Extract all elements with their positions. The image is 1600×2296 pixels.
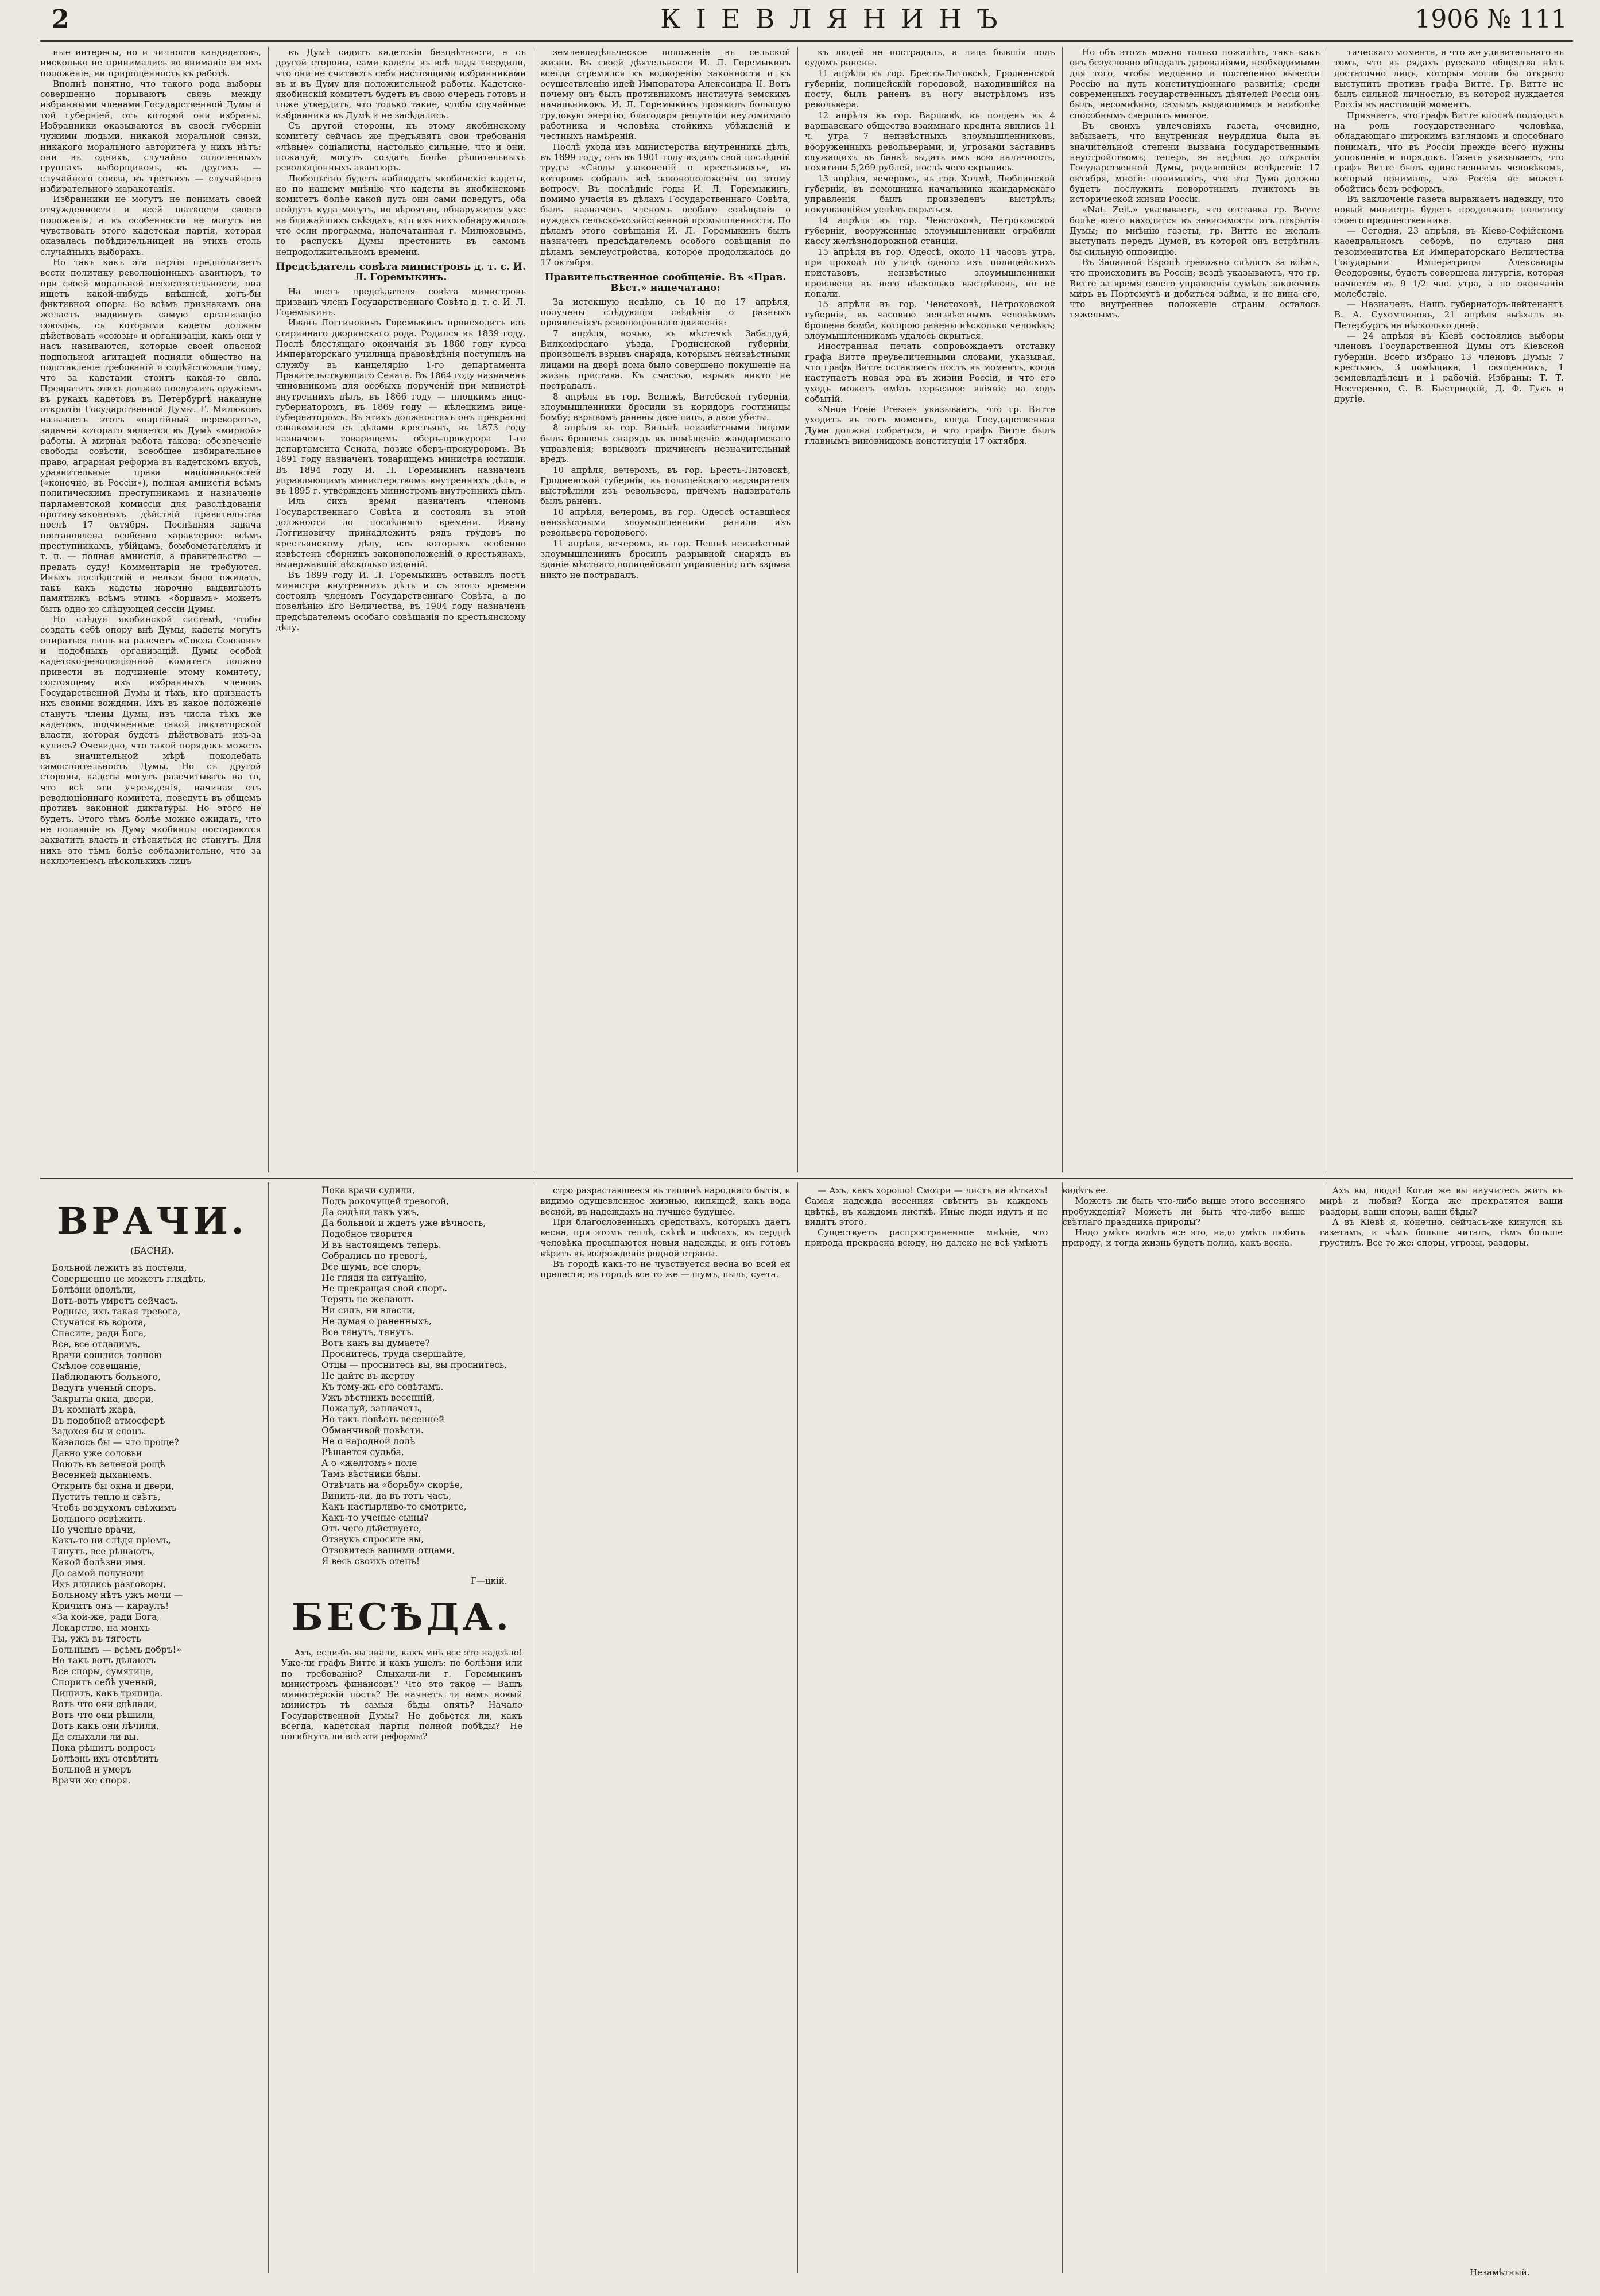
article-paragraph: 13 апрѣля, вечеромъ, въ гор. Холмѣ, Люблинской губерніи, въ помощника начальника жандармскаго управленія былъ произведенъ выстрѣлъ; покушавшійся успѣлъ скрыться.	[805, 173, 1055, 215]
article-paragraph: 15 апрѣля въ гор. Ченстоховѣ, Петроковской губерніи, въ часовню неизвѣстнымъ человѣкомъ брошена бомба, которою ранены нѣсколько человѣкъ; злоумышленникамъ удалось скрыться.	[805, 299, 1055, 342]
article-paragraph: Въ 1899 году И. Л. Горемыкинъ оставилъ постъ министра внутреннихъ дѣлъ и съ этого времени состоялъ членомъ Государственнаго Совѣта, а по повелѣнію Его Величества, въ 1904 году назначенъ предсѣдателемъ особаго совѣщанія по крестьянскому дѣлу.	[276, 569, 526, 633]
article-paragraph: За истекшую недѣлю, съ 10 по 17 апрѣля, получены слѣдующія свѣдѣнія о разныхъ проявленіяхъ революціоннаго движенія:	[540, 296, 791, 328]
feuilleton-paragraph: стро разраставшееся въ тишинѣ народнаго бытія, и видимо одушевленное жизнью, кипящей, какъ вода весной, въ надеждахъ на лучшее будущее.	[540, 1185, 791, 1217]
feuilleton-paragraph: Можетъ ли быть что-либо выше этого весенняго пробужденія? Можетъ ли быть что-либо выше свѣтлаго праздника природы?	[1062, 1196, 1305, 1227]
poem-subtitle: (БАСНЯ).	[130, 1246, 174, 1256]
essay-paragraph: Ахъ, если-бъ вы знали, какъ мнѣ все это надоѣло! Уже-ли графъ Витте и какъ ушелъ: по болѣзни или по требованію? Слыхали-ли г. Горемыкинъ министромъ финансовъ? Что это такое — Вашъ министерскій постъ? Не начнетъ ли намъ новый министръ тѣ самыя бѣды опять? Начало Государственной Думы? Не добьется ли, какъ всегда, кадетская партія полной побѣды? Не погибнутъ ли всѣ эти реформы?	[281, 1647, 522, 1742]
article-paragraph: Иностранная печать сопровождаетъ отставку графа Витте преувеличенными словами, указывая, что графъ Витте оставляетъ постъ въ моментъ, когда наступаетъ новая эра въ жизни Россіи, и что его уходъ можетъ имѣть серьезное вліяніе на ходъ событій.	[805, 341, 1055, 404]
poem-line: Ужъ вѣстникъ весенній,	[321, 1393, 435, 1403]
poem-line: Все, все отдадимъ,	[52, 1339, 141, 1349]
article-paragraph: Иль сихъ время назначенъ членомъ Государственнаго Совѣта и состоялъ въ этой должности до послѣдняго времени. Ивану Логгиновичу принадлежитъ рядъ трудовъ по крестьянскому дѣлу, изъ которыхъ особенно извѣстенъ сборникъ законоположеній о крестьянахъ, выдержавшій нѣсколько изданій.	[276, 496, 526, 570]
poem-line: Больной лежитъ въ постели,	[52, 1263, 187, 1273]
poem-line: Какъ настырливо-то смотрите,	[321, 1502, 467, 1512]
poem-line: Тамъ вѣстники бѣды.	[321, 1469, 421, 1479]
poem-line: Вотъ какъ они лѣчили,	[52, 1721, 160, 1731]
poem-line: Больного освѣжить.	[52, 1514, 146, 1524]
article-paragraph: Избранники не могутъ не понимать своей отчужденности и всей шаткости своего положенія, а въ особенности не могутъ не чувствовать этого кадетская партія, которая оказалась побѣдительницей на этихъ столь случайныхъ выборахъ.	[40, 194, 261, 257]
article-paragraph: землевладѣльческое положеніе въ сельской жизни. Въ своей дѣятельности И. Л. Горемыкинъ всегда стремился къ водворенію законности и къ осуществленію идей Императора Александра II. Вотъ почему онъ былъ противникомъ института земскихъ начальниковъ. И. Л. Горемыкинъ проявилъ большую трудовую энергію, благодаря репутаціи неутомимаго работника и человѣка стойкихъ убѣжденій и честныхъ намѣреній.	[540, 47, 791, 142]
poem-line: Къ тому-жъ его совѣтамъ.	[321, 1382, 444, 1392]
poem-line: Вотъ что они рѣшили,	[52, 1710, 156, 1720]
poem-line: Врачи сошлись толпою	[52, 1350, 162, 1360]
poem-line: Обманчивой повѣсти.	[321, 1425, 424, 1436]
feuilleton-paragraph: А въ Кіевѣ я, конечно, сейчасъ-же кинулся къ газетамъ, и чѣмъ больше читалъ, тѣмъ больше грустилъ. Все то же: споры, угрозы, раздоры.	[1319, 1216, 1563, 1248]
poem-line: Ты, ужъ въ тягость	[52, 1634, 141, 1644]
poem-line: Казалось бы — что проще?	[52, 1437, 179, 1448]
article-paragraph: «Neue Freie Presse» указываетъ, что гр. Витте уходитъ въ тотъ моментъ, когда Государственная Дума должна собраться, и что графъ Витте былъ главнымъ виновникомъ конституціи 17 октября.	[805, 404, 1055, 446]
feuilleton-paragraph: Надо умѣть видѣть все это, надо умѣть любить природу, и тогда жизнь будетъ полна, какъ весна.	[1062, 1227, 1305, 1248]
poem-line: Ни силъ, ни власти,	[321, 1305, 416, 1316]
article-column	[40, 47, 261, 1172]
poem-line: Весенней дыханіемъ.	[52, 1470, 152, 1480]
poem-line: Отцы — проснитесь вы, вы проснитесь,	[321, 1360, 507, 1370]
poem-line: Пожалуй, заплачетъ,	[321, 1403, 423, 1414]
feuilleton-column	[540, 1185, 791, 2276]
poem-line: Все шумъ, все споръ,	[321, 1262, 422, 1272]
poem-line: Болѣзни одолѣли,	[52, 1285, 136, 1295]
poem-line: Терять не желаютъ	[321, 1294, 414, 1305]
poem-line: Проснитесь, труда свершайте,	[321, 1349, 466, 1359]
feuilleton-paragraph: Въ городѣ какъ-то не чувствуется весна во всей ея прелести; въ городѣ все то же — шумъ, пыль, суета.	[540, 1259, 791, 1280]
article-paragraph: Съ другой стороны, къ этому якобинскому комитету сейчасъ же предъявятъ свои требованія «лѣвые» соціалисты, настолько сильные, что и они, пожалуй, могутъ создать болѣе рѣшительныхъ революціонныхъ авантюръ.	[276, 121, 526, 173]
poem-line: Больнымъ — всѣмъ добръ!»	[52, 1645, 182, 1655]
poem-line: Да сидѣли такъ ужъ,	[321, 1207, 420, 1217]
poem-line: Но ученые врачи,	[52, 1525, 136, 1535]
article-paragraph: въ Думѣ сидятъ кадетскія безцвѣтности, а съ другой стороны, сами кадеты въ всѣ лады твердили, что они не считаютъ себя настоящими избранниками въ и въ Думу для положительной работы. Кадетско-якобинскій комитетъ будетъ въ свою очередь готовъ и тоже утвердить, что только такие, чтобы случайные избранники въ Думѣ и не засѣдались.	[276, 47, 526, 121]
poem-line: Отзвукъ спросите вы,	[321, 1534, 424, 1545]
poem-line: Вотъ какъ вы думаете?	[321, 1338, 430, 1348]
poem-line: Спасите, ради Бога,	[52, 1328, 147, 1339]
issue-number: 1906 № 111	[1415, 5, 1567, 34]
poem-line: Винить-ли, да въ тотъ часъ,	[321, 1491, 452, 1501]
section-title: Предсѣдатель совѣта министровъ д. т. с. И. Л. Горемыкинъ.	[276, 261, 526, 284]
article-paragraph: 11 апрѣля, вечеромъ, въ гор. Пешнѣ неизвѣстный злоумышленникъ бросилъ разрывной снарядъ въ зданіе мѣстнаго полицейскаго управленія; отъ взрыва никто не пострадалъ.	[540, 538, 791, 580]
column-rule	[797, 47, 798, 1172]
poem-line: Но такъ вотъ дѣлаютъ	[52, 1655, 156, 1666]
poem-line: Стучатся въ ворота,	[52, 1317, 146, 1328]
poem-line: Поютъ въ зеленой рощѣ	[52, 1459, 165, 1469]
article-column	[540, 47, 791, 1172]
newspaper-title: КІЕВЛЯНИНЪ	[660, 3, 1013, 34]
poem-line: Собрались по тревогѣ,	[321, 1251, 428, 1261]
poem-line: Совершенно не можетъ глядѣть,	[52, 1274, 206, 1284]
poem-line: Закрыты окна, двери,	[52, 1394, 154, 1404]
poem-line: Въ подобной атмосферѣ	[52, 1415, 165, 1426]
poem-text	[52, 1263, 264, 2273]
poem-line: Ведутъ ученый споръ.	[52, 1383, 157, 1393]
article-paragraph: Въ своихъ увлеченіяхъ газета, очевидно, забываетъ, что внутренняя неурядица была въ значительной степени вызвана государственнымъ неустройствомъ; теперь, за недѣлю до открытія Государственной Думы, родившейся вслѣдствіе 17 октября, многіе понимаютъ, что эта Дума должна будетъ послужить поворотнымъ пунктомъ въ исторической жизни Россіи.	[1070, 121, 1320, 205]
poem-line: Вотъ что они сдѣлали,	[52, 1699, 157, 1709]
article-paragraph: тическаго момента, и что же удивительнаго въ томъ, что въ рядахъ русскаго общества нѣтъ достаточно лицъ, которыя могли бы открыто выступить противъ графа Витте. Гр. Витте не былъ сильной личностью, въ которой нуждается Россія въ настоящій моментъ.	[1334, 47, 1564, 110]
poem-line: И въ настоящемъ теперь.	[321, 1240, 441, 1250]
poem-line: Пищитъ, какъ тряпица.	[52, 1688, 163, 1698]
article-column	[1070, 47, 1320, 1172]
poem-line: Открыть бы окна и двери,	[52, 1481, 175, 1491]
poem-line: А о «желтомъ» поле	[321, 1458, 417, 1468]
article-paragraph: Но такъ какъ эта партія предполагаетъ вести политику революціонныхъ авантюръ, то при своей моральной несостоятельности, она ищетъ какой-нибудь внѣшней, хотъ-бы фиктивной опоры. Во всѣмъ признакамъ она желаетъ выдвинуть самую организацію союзовъ, съ которыми кадеты должны дѣйствовать «союзы» и организаціи, какъ они у насъ называются, которые своей опасной подпольной агитаціей подняли общество на подставленіе требованій и содѣйствовали тому, что за кадетами стоитъ какая-то сила. Превратить этихъ должно послужить оружіемъ въ рукахъ кадетовъ въ Петербургѣ накануне открытія Государственной Думы. Г. Милюковъ называетъ этотъ «партійный переворотъ», задачей котораго является въ Думѣ «мирной» работы. А мирная работа такова: обезпеченіе свободы совѣсти, всеобщее избирательное право, аграрная реформа въ кадетскомъ вкусѣ, уравнительные права національностей («конечно, въ Россіи»), полная амнистія всѣмъ политическимъ преступникамъ и назначеніе парламентской комиссіи для разслѣдованія противузаконныхъ дѣйствій правительства послѣ 17 октября. Послѣдняя задача постановлена особенно характерно: всѣмъ преступникамъ, убійцамъ, бомбометателямъ и т. п. — полная амнистія, а правительство — предать суду! Комментаріи не требуются. Иныхъ послѣдствій и нельзя было ожидать, такъ какъ кадеты нарочно выдвигаютъ памятникъ всѣмъ этимъ «борцамъ» можетъ быть одно ко слѣдующей сессіи Думы.	[40, 257, 261, 614]
poem-line: Врачи же споря.	[52, 1775, 131, 1786]
article-paragraph: 14 апрѣля въ гор. Ченстоховѣ, Петроковской губерніи, вооруженные злоумышленники ограбили кассу желѣзнодорожной станціи.	[805, 215, 1055, 247]
article-paragraph: Но слѣдуя якобинской системѣ, чтобы создать себѣ опору внѣ Думы, кадеты могутъ опираться лишь на разсчетъ «Союза Союзовъ» и подобныхъ организацій. Думы особой кадетско-революціонной комитетъ должно привести въ подчиненіе этому комитету, состоящему изъ избранныхъ членовъ Государственной Думы и тѣхъ, кто признаетъ ихъ своими вождями. Ихъ въ какое положеніе станутъ члены Думы, изъ числа тѣхъ же кадетовъ, подчиненные такой диктаторской власти, которая будетъ дѣйствовать изъ-за кулисъ? Очевидно, что такой порядокъ можетъ въ значительной мѣрѣ поколебать самостоятельность Думы. Но съ другой стороны, кадеты могутъ разсчитывать на то, что всѣ эти учрежденія, начиная отъ революціоннаго комитета, поведутъ въ общемъ противъ законной диктатуры. Но этого не будетъ. Этого тѣмъ болѣе можно ожидать, что не попавшіе въ Думу якобинцы постараются захватить власть и стѣсняться не станутъ. Для нихъ это тѣмъ болѣе соблазнительно, что за исключеніемъ нѣсколькихъ лицъ	[40, 614, 261, 866]
poem-line: Все споры, сумятица,	[52, 1666, 154, 1677]
article-paragraph: Вполнѣ понятно, что такого рода выборы совершенно порываютъ связь между избранными членами Государственной Думы и той губерніей, отъ которой они избраны. Избранники оказываются въ своей губерніи чужими людьми, никакой моральной связи, никакого морального авторитета у нихъ нѣтъ: они въ однихъ, случайно сплоченныхъ группахъ выборщиковъ, въ другихъ — случайного союза, въ третьихъ — случайного избирательного маракотанія.	[40, 78, 261, 194]
feuilleton-paragraph: При благословенныхъ средствахъ, которыхъ даетъ весна, при этомъ теплѣ, свѣтѣ и цвѣтахъ, въ сердцѣ человѣка просыпаются новыя надежды, и онъ готовъ вѣрить въ возрожденіе родной страны.	[540, 1216, 791, 1259]
article-paragraph: Послѣ ухода изъ министерства внутреннихъ дѣлъ, въ 1899 году, онъ въ 1901 году издалъ свой послѣдній трудъ: «Своды узаконеній о крестьянахъ», въ которомъ собралъ всѣ законоположенія по этому вопросу. Въ послѣдніе годы И. Л. Горемыкинъ, помимо участія въ дѣлахъ Государственнаго Совѣта, былъ назначенъ членомъ особаго совѣщанія о нуждахъ сельско-хозяйственной промышленности. По дѣламъ этого совѣщанія И. Л. Горемыкинъ былъ назначенъ предсѣдателемъ особого совѣщанія по дѣламъ землеустройства, которое продолжалось до 17 октября.	[540, 141, 791, 267]
article-paragraph: 10 апрѣля, вечеромъ, въ гор. Брестъ-Литовскѣ, Гродненской губерніи, въ полицейскаго надзирателя выстрѣлили изъ револьвера, причемъ надзиратель былъ раненъ.	[540, 464, 791, 507]
poem-line: Пока рѣшитъ вопросъ	[52, 1743, 156, 1753]
poem-line: Отвѣчать на «борьбу» скорѣе,	[321, 1480, 463, 1490]
poem-line: Не о народной долѣ	[321, 1436, 416, 1446]
poem-line: «За кой-же, ради Бога,	[52, 1612, 160, 1622]
poem-line: Пустить тепло и свѣтъ,	[52, 1492, 161, 1502]
poem-line: Давно уже соловьи	[52, 1448, 142, 1459]
poem-line: Отъ чего дѣйствуете,	[321, 1523, 422, 1534]
poem-line: Наблюдаютъ больного,	[52, 1372, 161, 1382]
poem-line: Споритъ себѣ ученый,	[52, 1677, 157, 1688]
poem-line: Чтобъ воздухомъ свѣжимъ	[52, 1503, 177, 1513]
poem-line: Смѣлое совещаніе,	[52, 1361, 141, 1371]
article-paragraph: Иванъ Логгиновичъ Горемыкинъ происходитъ изъ стариннаго дворянскаго рода. Родился въ 1839 году. Послѣ блестящаго окончанія въ 1860 году курса Императорскаго училища правовѣдѣнія поступилъ на службу въ канцелярію 1-го департамента Правительствующаго Сената. Въ 1864 году назначенъ чиновникомъ для особыхъ порученій при министрѣ внутреннихъ дѣлъ, въ 1866 году — плоцкимъ вице-губернаторомъ, въ 1869 году — кѣлецкимъ вице-губернаторомъ. Въ этихъ должностяхъ онъ прекрасно ознакомился съ дѣлами крестьянъ, въ 1873 году назначенъ товарищемъ оберъ-прокурора 1-го департамента Сената, позже оберъ-прокуроромъ. Въ 1891 году назначенъ товарищемъ министра юстиціи. Въ 1894 году И. Л. Горемыкинъ назначенъ управляющимъ министерствомъ внутреннихъ дѣлъ, а въ 1895 г. утвержденъ министромъ внутреннихъ дѣлъ.	[276, 317, 526, 497]
feuilleton-paragraph: — Ахъ, какъ хорошо! Смотри — листъ на вѣткахъ! Самая надежда весенняя свѣтитъ въ каждомъ цвѣткѣ, въ каждомъ листкѣ. Иные люди идутъ и не видятъ этого.	[805, 1185, 1048, 1227]
poem-line: Въ комнатѣ жара,	[52, 1405, 137, 1415]
feuilleton-paragraph: Ахъ вы, люди! Когда же вы научитесь жить въ мирѣ и любви? Когда же прекратятся ваши раздоры, ваши споры, ваши бѣды?	[1319, 1185, 1563, 1217]
news-item: — Сегодня, 23 апрѣля, въ Кіево-Софійскомъ каѳедральномъ соборѣ, по случаю дня тезоименитства Ея Императорскаго Величества Государыни Императрицы Александры Ѳеодоровны, будетъ совершена литургія, которая начнется въ 9 1/2 час. утра, а по окончаніи молебствіе.	[1334, 226, 1564, 299]
article-paragraph: 8 апрѣля въ гор. Вильнѣ неизвѣстными лицами былъ брошенъ снарядъ въ помѣщеніе жандармскаго управленія; взрывомъ причиненъ незначительный вредъ.	[540, 422, 791, 465]
poem-line: Да слыхали ли вы.	[52, 1732, 139, 1742]
article-paragraph: Но объ этомъ можно только пожалѣть, такъ какъ онъ безусловно обладалъ дарованіями, необходимыми для того, чтобы медленно и постепенно вывести Россію на путь конституціоннаго развитія; среди современныхъ государственныхъ дѣятелей Россіи онъ былъ, несомнѣнно, самымъ выдающимся и наиболѣе способнымъ свершить многое.	[1070, 47, 1320, 121]
article-column	[805, 47, 1055, 1172]
poem-line: Тянутъ, все рѣшаютъ,	[52, 1546, 155, 1557]
news-item: — 24 апрѣля въ Кіевѣ состоялись выборы членовъ Государственной Думы отъ Кіевской губерніи. Всего избрано 13 членовъ Думы: 7 крестьянъ, 3 помѣщика, 1 священникъ, 1 землевладѣлецъ и 1 рабочій. Избраны: Т. Т. Нестеренко, С. В. Быстрицкій, Д. Ф. Гукъ и другіе.	[1334, 331, 1564, 404]
column-rule	[268, 47, 269, 1172]
column-rule	[797, 1182, 798, 2273]
article-paragraph: 7 апрѣля, ночью, въ мѣстечкѣ Забалдуй, Вилкомірскаго уѣзда, Гродненской губерніи, произошелъ взрывъ снаряда, которымъ неизвѣстными лицами на дворѣ дома было совершено покушеніе на жизнь пристава. Къ счастью, взрывъ никто не пострадалъ.	[540, 328, 791, 391]
poem-title: ВРАЧИ.	[57, 1200, 247, 1243]
poem-line: Родные, ихъ такая тревога,	[52, 1306, 181, 1317]
section-title: Правительственное сообщеніе. Въ «Прав. Вѣст.» напечатано:	[544, 272, 787, 294]
article-paragraph: Любопытно будетъ наблюдать якобинскіе кадеты, но по нашему мнѣнію что кадеты въ якобинскомъ комитетъ болѣе какой путь они сами поведутъ, оба пойдутъ куда могутъ, но вѣроятно, обнаружится уже на ближайшихъ съѣздахъ, кто изъ нихъ обнаружилось что если программа, напечатанная г. Милюковымъ, то распускъ Думы престонить въ самомъ непродолжительномъ времени.	[276, 173, 526, 257]
article-paragraph: Въ заключеніе газета выражаетъ надежду, что новый министръ будетъ продолжать политику своего предшественника.	[1334, 194, 1564, 226]
poem-line: Не дайте въ жертву	[321, 1371, 415, 1381]
poem-line: Подъ рокочущей тревогой,	[321, 1196, 450, 1207]
poem-line: Я весь своихъ отецъ!	[321, 1556, 420, 1566]
article-paragraph: ные интересы, но и личности кандидатовъ, нисколько не принимались во вниманіе ни ихъ положеніе, ни прирощенность къ работѣ.	[40, 47, 261, 79]
article-paragraph: 12 апрѣля въ гор. Варшавѣ, въ полдень въ 4 варшавскаго общества взаимнаго кредита явились 11 ч. утра 7 неизвѣстныхъ злоумышленниковъ, вооруженныхъ револьверами, и, угрозами заставивъ служащихъ въ банкѣ выдать имъ всю наличность, похитили 5,269 рублей, послѣ чего скрылись.	[805, 110, 1055, 173]
poem-line: Да больной и ждетъ уже вѣчность,	[321, 1218, 486, 1228]
feuilleton-paragraph: Существуетъ распространенное мнѣніе, что природа прекрасна всюду, но далеко не всѣ умѣютъ видѣть ее.	[805, 1185, 1109, 1248]
poem-line: Лекарство, на моихъ	[52, 1623, 150, 1633]
poem-line: Не думая о раненныхъ,	[321, 1316, 432, 1327]
article-paragraph: Въ Западной Европѣ тревожно слѣдятъ за всѣмъ, что происходитъ въ Россіи; вездѣ указываютъ, что гр. Витте за время своего управленія сумѣлъ заключить миръ въ Портсмутѣ и добиться займа, и не вина его, что внутреннее положеніе страны осталось тяжелымъ.	[1070, 257, 1320, 320]
news-item: — Назначенъ. Нашъ губернаторъ-лейтенантъ В. А. Сухомлиновъ, 21 апрѣля выѣхалъ въ Петербургъ на нѣсколько дней.	[1334, 299, 1564, 331]
article-paragraph: 11 апрѣля въ гор. Брестъ-Литовскѣ, Гродненской губерніи, полицейскій городовой, находившійся на посту, былъ раненъ въ ногу выстрѣломъ изъ револьвера.	[805, 68, 1055, 110]
poem-line: Но такъ повѣсть весенней	[321, 1414, 445, 1425]
poem-line: До самой полуночи	[52, 1568, 144, 1578]
feuilleton-signature: Незамѣтный.	[1470, 2267, 1530, 2278]
poem-line: Пока врачи судили,	[321, 1185, 415, 1196]
poem-line: Подобное творится	[321, 1229, 413, 1239]
feuilleton-separator	[40, 1178, 1573, 1179]
poem-line: Какъ-то ни слѣдя пріемъ,	[52, 1535, 171, 1546]
essay-text	[281, 1647, 522, 2273]
poem-line: Больной и умеръ	[52, 1764, 132, 1775]
poem-signature: Г—цкій.	[471, 1576, 507, 1586]
poem-line: Вотъ-вотъ умретъ сейчасъ.	[52, 1296, 179, 1306]
article-column	[276, 47, 526, 1172]
poem-line: Какой болѣзни имя.	[52, 1557, 146, 1568]
poem-line: Кричитъ онъ — караулъ!	[52, 1601, 169, 1611]
masthead	[40, 0, 1573, 42]
article-column	[1334, 47, 1564, 1172]
article-paragraph: 15 апрѣля въ гор. Одессѣ, около 11 часовъ утра, при проходѣ по улицѣ одного изъ полицейскихъ приставовъ, неизвѣстные злоумышленники произвели въ него нѣсколько выстрѣловъ, но не попали.	[805, 246, 1055, 299]
poem-line: Ихъ длились разговоры,	[52, 1579, 166, 1589]
column-rule	[268, 1182, 269, 2273]
essay-title: БЕСѢДА.	[291, 1596, 513, 1639]
poem-line: Болѣзнь ихъ отсвѣтить	[52, 1754, 159, 1764]
article-paragraph: къ людей не пострадалъ, а лица бывшія подъ судомъ ранены.	[805, 47, 1055, 68]
poem-line: Больному нѣтъ ужъ мочи —	[52, 1590, 183, 1600]
feuilleton-column	[805, 1185, 1563, 2264]
poem-line: Какъ-то ученые сыны?	[321, 1512, 429, 1523]
poem-line: Задохся бы и слонъ.	[52, 1426, 146, 1437]
column-rule	[1062, 47, 1063, 1172]
article-paragraph: «Nat. Zeit.» указываетъ, что отставка гр. Витте болѣе всего находится въ зависимости отъ открытія Думы; по мнѣнію газеты, гр. Витте не желалъ выступать передъ Думой, въ которой онъ встрѣтилъ бы сильную оппозицію.	[1070, 204, 1320, 257]
poem-line: Не прекращая свой споръ.	[321, 1283, 448, 1294]
article-paragraph: 8 апрѣля въ гор. Велижѣ, Витебской губерніи, злоумышленники бросили въ коридоръ гостиницы бомбу; взрывомъ ранены двое лицъ, а двое убиты.	[540, 391, 791, 423]
poem-text	[321, 1185, 528, 1576]
article-paragraph: На постъ предсѣдателя совѣта министровъ призванъ членъ Государственнаго Совѣта д. т. с. И. Л. Горемыкинъ.	[276, 286, 526, 318]
poem-line: Отзовитесь вашими отцами,	[321, 1545, 455, 1556]
poem-line: Рѣшается судьба,	[321, 1447, 404, 1457]
poem-line: Не глядя на ситуацію,	[321, 1273, 427, 1283]
poem-line: Все тянутъ, тянутъ.	[321, 1327, 414, 1337]
article-paragraph: 10 апрѣля, вечеромъ, въ гор. Одессѣ оставшіеся неизвѣстными злоумышленники ранили изъ револьвера городового.	[540, 506, 791, 538]
page-number: 2	[52, 5, 69, 34]
article-paragraph: Признаетъ, что графъ Витте вполнѣ подходитъ на роль государственнаго человѣка, обладающаго широкимъ взглядомъ и способнаго понимать, что въ Россіи прежде всего нужны успокоеніе и порядокъ. Газета указываетъ, что графъ Витте былъ единственнымъ человѣкомъ, который понималъ, что Россія не можетъ обойтись безъ реформъ.	[1334, 110, 1564, 194]
